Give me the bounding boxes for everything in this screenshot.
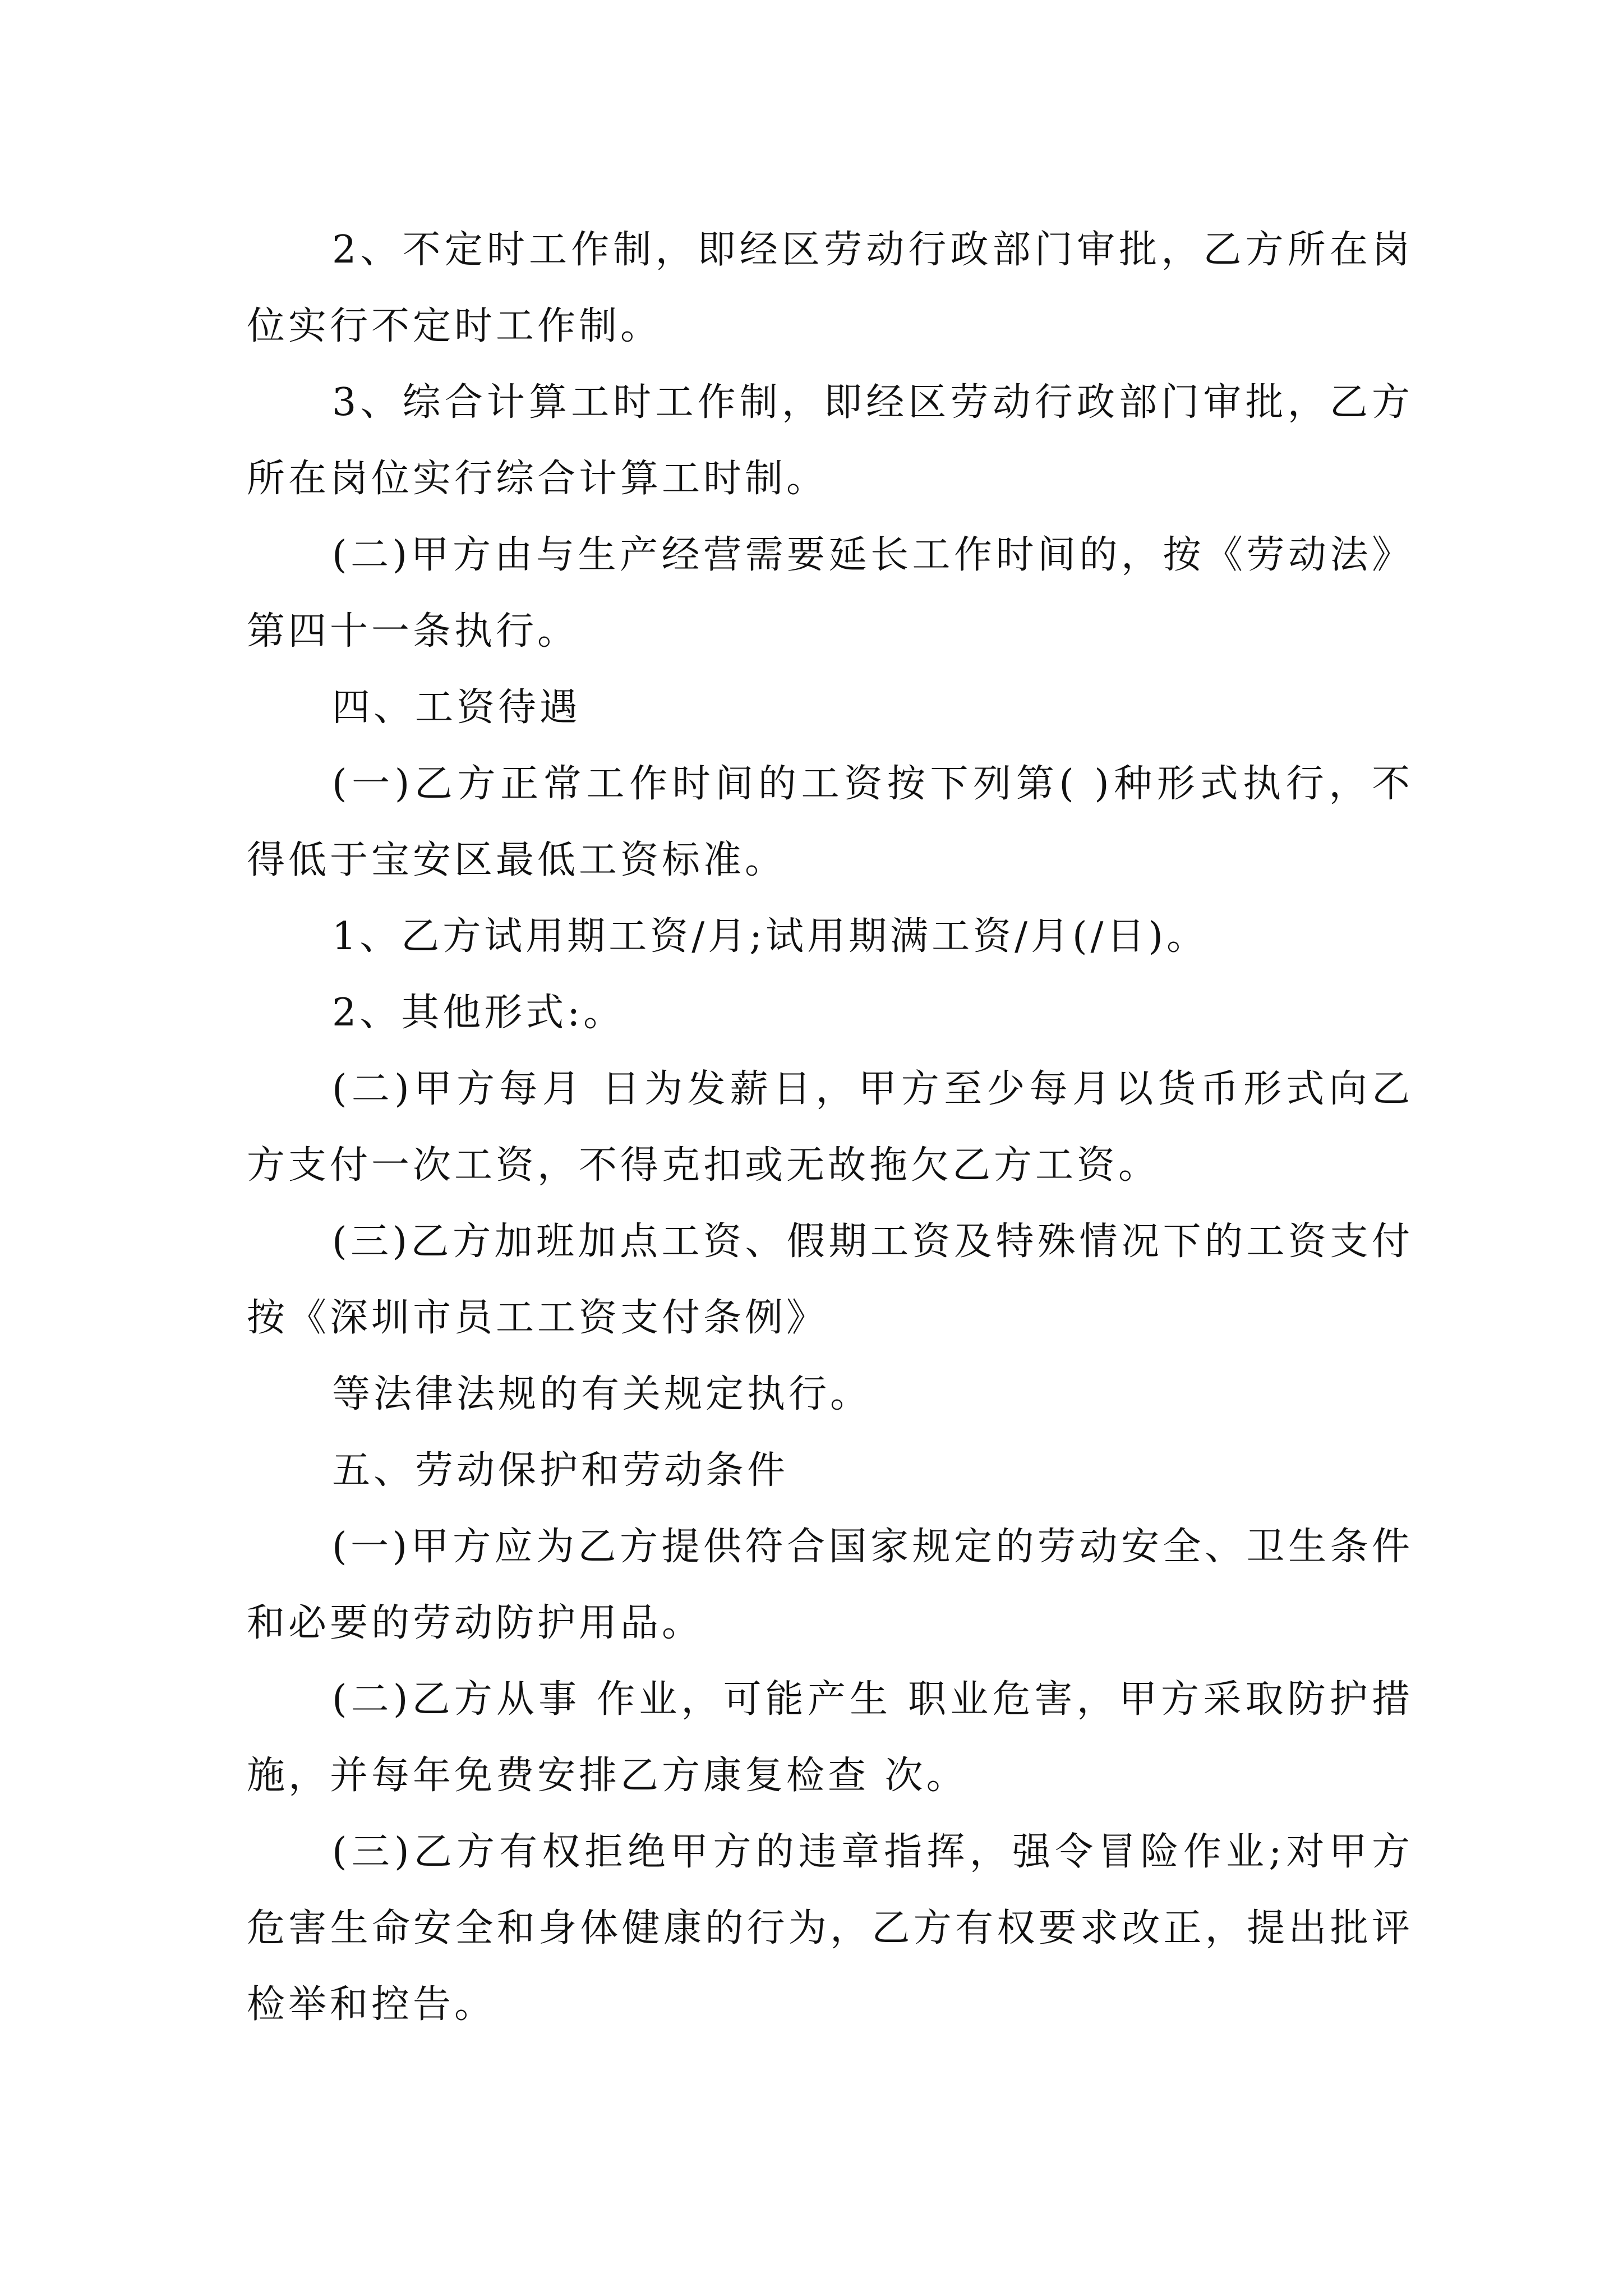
section-heading-wages: 四、工资待遇	[332, 685, 582, 730]
paragraph-10: 等法律法规的有关规定执行。	[332, 1372, 872, 1416]
paragraph-5: (一)乙方正常工作时间的工资按下列第( )种形式执行，不得低于宝安区最低工资标准。	[247, 762, 1413, 882]
paragraph-1: 2、不定时工作制，即经区劳动行政部门审批，乙方所在岗位实行不定时工作制。	[247, 228, 1413, 348]
paragraph-2: 3、综合计算工时工作制，即经区劳动行政部门审批，乙方所在岗位实行综合计算工时制。	[247, 380, 1413, 501]
paragraph-8: (二)甲方每月 日为发薪日，甲方至少每月以货币形式向乙方支付一次工资，不得克扣或无故拖欠乙方工资。	[247, 1067, 1413, 1188]
paragraph-14: (三)乙方有权拒绝甲方的违章指挥，强令冒险作业;对甲方危害生命安全和身体健康的行为，乙方有权要求改正，提出批评检举和控告。	[247, 1830, 1413, 2027]
paragraph-13: (二)乙方从事 作业，可能产生 职业危害，甲方采取防护措施，并每年免费安排乙方康复检查 次。	[247, 1677, 1413, 1798]
document-body	[247, 212, 1413, 2043]
paragraph-9: (三)乙方加班加点工资、假期工资及特殊情况下的工资支付按《深圳市员工工资支付条例》	[247, 1220, 1413, 1340]
section-heading-labor-protection: 五、劳动保护和劳动条件	[332, 1448, 789, 1493]
paragraph-3: (二)甲方由与生产经营需要延长工作时间的，按《劳动法》第四十一条执行。	[247, 533, 1413, 654]
paragraph-12: (一)甲方应为乙方提供符合国家规定的劳动安全、卫生条件和必要的劳动防护用品。	[247, 1525, 1413, 1645]
paragraph-6: 1、乙方试用期工资/月;试用期满工资/月(/日)。	[332, 914, 1208, 959]
paragraph-7: 2、其他形式:。	[332, 991, 625, 1035]
